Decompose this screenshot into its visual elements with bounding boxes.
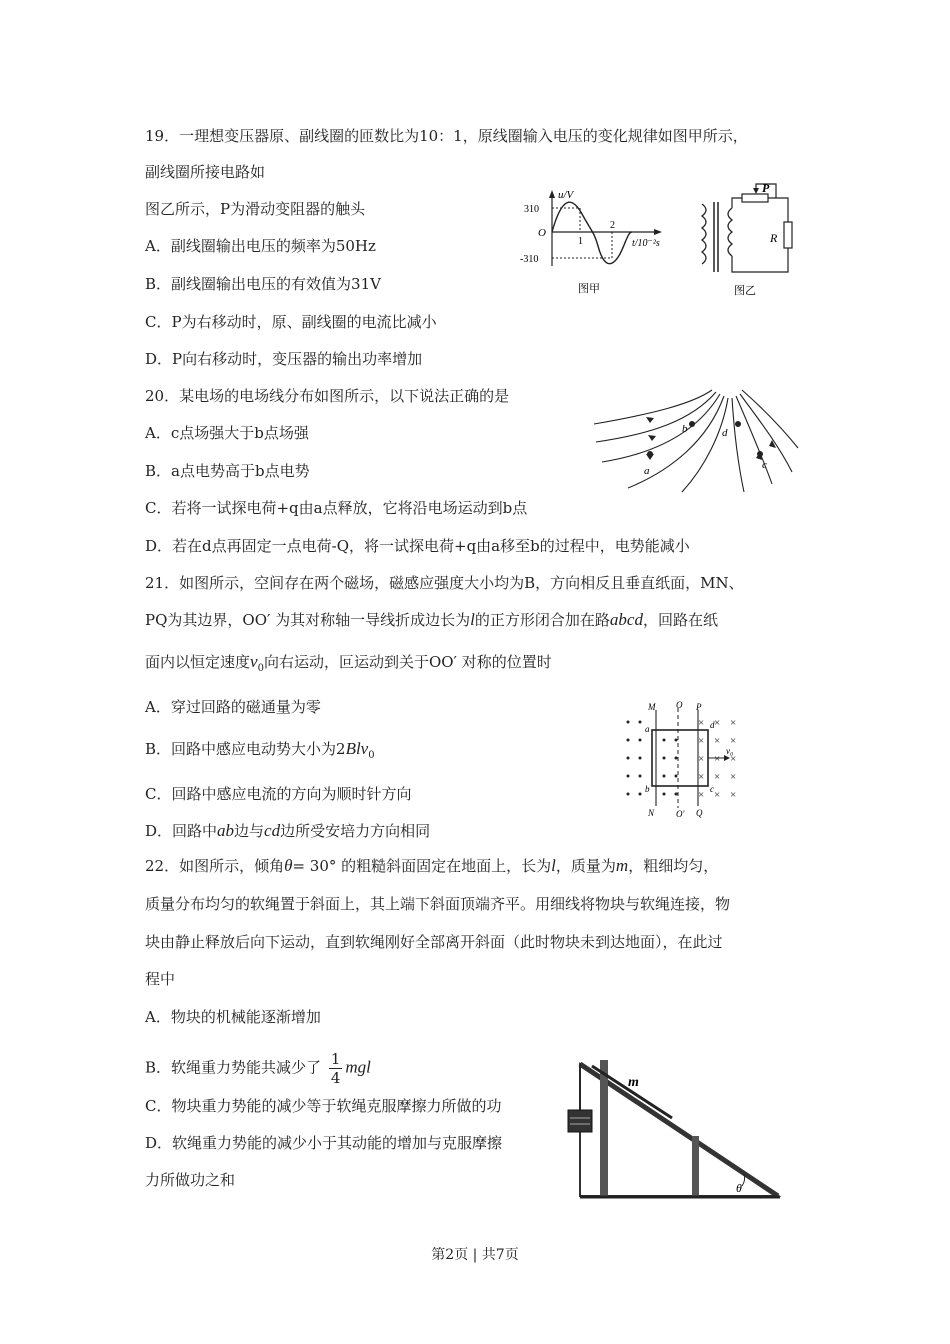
support-post-left (600, 1060, 608, 1196)
q21-option-b-text: B．回路中感应电动势大小为2 (145, 740, 346, 758)
figure-jia-x-arrow (654, 229, 662, 235)
figure-jia-origin: O (538, 227, 546, 239)
figure-yi-label-r: R (770, 231, 778, 245)
q22-option-d-line2: 力所做功之和 (145, 1171, 236, 1189)
label-a: a (644, 465, 650, 477)
q21-option-b-math: Blv (345, 739, 369, 758)
q22-var-theta: θ (284, 856, 293, 875)
page-footer: 第2页 | 共7页 (431, 1247, 519, 1263)
figure-yi-slider-arrow (753, 188, 759, 194)
q21-stem-3a: 面内以恒定速度 (145, 653, 251, 671)
q22-stem-1a: 22．如图所示，倾角 (145, 857, 285, 875)
q21-option-a: A．穿过回路的磁通量为零 (145, 698, 321, 716)
label-p: P (696, 702, 702, 712)
svg-text:×: × (714, 735, 721, 747)
q22-stem-line1 (145, 856, 718, 876)
q22-option-b-text: B．软绳重力势能共减少了 (145, 1058, 322, 1077)
figure-jia-ybot: -310 (520, 254, 539, 265)
q21-option-b-sub: 0 (368, 750, 375, 761)
q20-option-d: D．若在d点再固定一点电荷-Q，将一试探电荷+q由a移至b的过程中，电势能减小 (145, 537, 690, 555)
figure-jia-t2: 2 (610, 220, 615, 231)
q21-stem-2a: PQ为其边界，OO′ 为其对称轴一导线折成边长为 (145, 611, 471, 629)
q22-option-b-math: mgl (345, 1057, 371, 1077)
q20-stem: 20．某电场的电场线分布如图所示，以下说法正确的是 (145, 387, 510, 405)
svg-text:×: × (698, 771, 705, 783)
q22-stem-line3: 块由静止释放后向下运动，直到软绳刚好全部离开斜面（此时物块未到达地面），在此过 (145, 933, 723, 951)
figure-jia-ytop: 310 (524, 204, 539, 215)
label-v0: v₀ (726, 746, 734, 756)
label-d: d (710, 720, 715, 730)
q19-option-b: B．副线圈输出电压的有效值为31V (145, 275, 381, 293)
svg-text:×: × (730, 717, 737, 729)
figure-jia-ylabel: u/V (558, 189, 574, 201)
svg-text:×: × (730, 771, 737, 783)
hanging-block (568, 1110, 592, 1132)
point-a (647, 451, 653, 457)
figure-yi-rheostat (742, 194, 768, 202)
figure-yi-caption: 图乙 (734, 285, 756, 297)
incline-surface (580, 1064, 778, 1196)
q21-var-cd: cd (264, 821, 281, 840)
svg-text:×: × (698, 789, 705, 801)
q20-option-c: C．若将一试探电荷+q由a点释放，它将沿电场运动到b点 (145, 499, 528, 517)
q22-var-m: m (615, 856, 629, 875)
label-c: c (710, 784, 714, 794)
svg-text:×: × (714, 771, 721, 783)
q22-option-b (145, 1050, 371, 1087)
q21-option-c: C．回路中感应电流的方向为顺时针方向 (145, 785, 412, 803)
q22-stem-1c: ，质量为 (555, 857, 616, 875)
figure-jia-y-arrow (549, 190, 555, 198)
point-c (757, 451, 763, 457)
figure-yi-primary-coil (702, 204, 706, 264)
q22-fraction-denominator: 4 (330, 1069, 341, 1087)
figure-jia-t1: 1 (578, 236, 583, 247)
label-q: Q (696, 808, 703, 818)
figure-jia-caption: 图甲 (578, 283, 600, 295)
svg-text:×: × (698, 717, 705, 729)
label-m: m (628, 1075, 639, 1090)
svg-text:×: × (714, 753, 721, 765)
svg-text:×: × (698, 735, 705, 747)
field-lines (594, 390, 798, 492)
figure-yi-label-p: P (762, 182, 770, 195)
q22-stem-line4: 程中 (145, 970, 176, 988)
support-post-right (692, 1136, 699, 1196)
q19-figure-yi (690, 182, 810, 302)
svg-text:×: × (714, 789, 721, 801)
q21-var-v0: v (250, 652, 258, 671)
q19-option-d: D．P向右移动时，变压器的输出功率增加 (145, 350, 423, 368)
label-c: c (762, 459, 767, 471)
label-a: a (645, 724, 650, 734)
svg-text:×: × (730, 753, 737, 765)
figure-jia-xlabel: t/10⁻²s (632, 238, 660, 249)
label-o: O (676, 700, 683, 710)
q21-option-d-2: 边与 (234, 822, 265, 840)
label-o-prime: O′ (676, 809, 685, 818)
q21-stem-3b: 向右运动，叵运动到关于OO′ 对称的位置时 (263, 653, 552, 671)
label-b: b (682, 423, 688, 435)
q22-option-c: C．物块重力势能的减少等于软绳克服摩擦力所做的功 (145, 1097, 502, 1115)
q22-option-a: A．物块的机械能逐渐增加 (145, 1008, 321, 1026)
q19-stem-line2: 副线圈所接电路如 (145, 163, 266, 181)
q21-var-ab: ab (217, 821, 235, 840)
q21-var-l: l (470, 610, 475, 629)
q19-option-c: C．P为右移动时，原、副线圈的电流比减小 (145, 313, 437, 331)
q19-option-a: A．副线圈输出电压的频率为50Hz (145, 237, 376, 255)
label-b: b (645, 784, 650, 794)
q21-stem-line2 (145, 610, 718, 630)
q21-stem-2b: 的正方形闭合加在路 (474, 611, 610, 629)
q22-incline-figure (562, 1056, 784, 1202)
q22-stem-line2: 质量分布均匀的软绳置于斜面上，其上端下斜面顶端齐平。用细线将物块与软绳连接，物 (145, 895, 731, 913)
figure-jia-sine-curve (552, 202, 632, 263)
q21-stem-line1: 21．如图所示，空间存在两个磁场，磁感应强度大小均为B，方向相反且垂直纸面，MN、 (145, 574, 744, 592)
svg-text:×: × (730, 735, 737, 747)
q20-option-a: A．c点场强大于b点场强 (145, 424, 309, 442)
svg-text:×: × (698, 753, 705, 765)
figure-yi-resistor (784, 222, 792, 248)
q21-option-d-1: D．回路中 (145, 822, 218, 840)
point-b (689, 421, 695, 427)
figure-yi-wire-bottom (732, 248, 788, 272)
label-theta: θ (736, 1181, 742, 1195)
q19-stem-line3: 图乙所示，P为滑动变阻器的触头 (145, 200, 366, 218)
figure-yi-wire-top-left (732, 198, 742, 208)
q22-var-l: l (551, 856, 556, 875)
q21-magnetic-field-figure (618, 700, 758, 818)
q21-var-v0-sub: 0 (257, 663, 264, 674)
point-d (735, 421, 741, 427)
svg-text:×: × (714, 717, 721, 729)
svg-text:×: × (730, 789, 737, 801)
q22-option-d-line1: D．软绳重力势能的减少小于其动能的增加与克服摩擦 (145, 1134, 503, 1152)
q22-fraction-numerator: 1 (330, 1050, 341, 1068)
q21-var-abcd: abcd (609, 610, 643, 629)
q21-stem-line3 (145, 652, 552, 679)
q22-stem-1d: ，粗细均匀， (628, 857, 719, 875)
q21-stem-2c: ，回路在纸 (642, 611, 718, 629)
label-n: N (648, 808, 655, 818)
q20-option-b: B．a点电势高于b点电势 (145, 462, 310, 480)
label-d: d (722, 427, 728, 439)
q20-electric-field-figure (592, 384, 802, 494)
q21-option-b (145, 739, 375, 766)
q19-stem-line1: 19．一理想变压器原、副线圈的匝数比为10：1，原线圈输入电压的变化规律如图甲所示， (145, 127, 748, 145)
q21-option-d (145, 821, 430, 841)
q22-fraction (329, 1050, 343, 1087)
label-m: M (648, 702, 656, 712)
q21-option-d-3: 边所受安培力方向相同 (280, 822, 431, 840)
q19-figure-jia (512, 186, 682, 301)
figure-yi-secondary-coil (728, 208, 732, 256)
figure-yi-wire-top-right (768, 198, 788, 222)
q22-stem-1b: = 30° 的粗糙斜面固定在地面上，长为 (292, 857, 552, 875)
